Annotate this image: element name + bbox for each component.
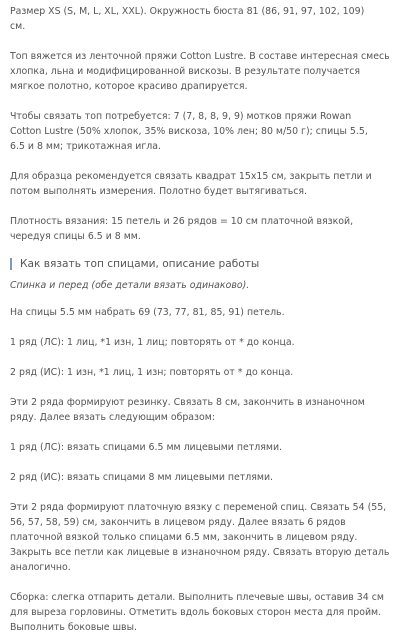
rib-row-2: 2 ряд (ИС): 1 изн, *1 лиц, 1 изн; повторять от * до конца. [10,367,294,378]
yarn-description-paragraph: Топ вяжется из ленточной пряжи Cotton Lustre. В составе интересная смесь хлопка, льна и модифицированной вискозы. В результате получается мягкое полотно, которое красиво драпируется. [10,51,390,92]
body-note-paragraph: Эти 2 ряда формируют платочную вязку с переменой спиц. Связать 54 (55, 56, 57, 58, 59) см, закончить в лицевом ряду. Далее вязать 6 рядов платочной вязкой только спицами 6.5 мм, закончить в лицевом ряду. Закрыть все петли как лицевые в изнаночном ряду. Связать вторую деталь аналогично. [10,502,390,573]
pattern-row-2: 2 ряд (ИС): вязать спицами 8 мм лицевыми петлями. [10,472,274,483]
assembly-paragraph: Сборка: слегка отпарить детали. Выполнить плечевые швы, оставив 34 см для выреза горловины. Отметить вдоль боковых сторон места для пройм. Выполнить боковые швы. [10,592,384,633]
gauge-paragraph: Плотность вязания: 15 петель и 26 рядов = 10 см платочной вязкой, чередуя спицы 6.5 и 8 мм. [10,216,354,242]
pattern-row-1: 1 ряд (ЛС): вязать спицами 6.5 мм лицевыми петлями. [10,442,283,453]
materials-paragraph: Чтобы связать топ потребуется: 7 (7, 8, 8, 9, 9) мотков пряжи Rowan Cotton Lustre (50% хлопок, 35% вискоза, 10% лен; 80 м/50 г); спицы 5.5, 6.5 и 8 мм; трикотажная игла. [10,111,368,152]
section-heading [10,256,403,272]
swatch-paragraph: Для образца рекомендуется связать квадрат 15х15 см, закрыть петли и потом выполнять измерения. Полотно будет вытягиваться. [10,171,372,197]
section-title: Как вязать топ спицами, описание работы [20,258,260,270]
cast-on-paragraph: На спицы 5.5 мм набрать 69 (73, 77, 81, 85, 91) петель. [10,307,285,318]
section-subtitle: Спинка и перед (обе детали вязать одинаково). [10,280,250,291]
rib-note-paragraph: Эти 2 ряда формируют резинку. Связать 8 см, закончить в изнаночном ряду. Далее вязать следующим образом: [10,397,365,423]
rib-row-1: 1 ряд (ЛС): 1 лиц, *1 изн, 1 лиц; повторять от * до конца. [10,337,295,348]
sizes-paragraph: Размер XS (S, M, L, XL, XXL). Окружность бюста 81 (86, 91, 97, 102, 109) см. [10,6,365,32]
heading-accent-bar [10,258,12,270]
